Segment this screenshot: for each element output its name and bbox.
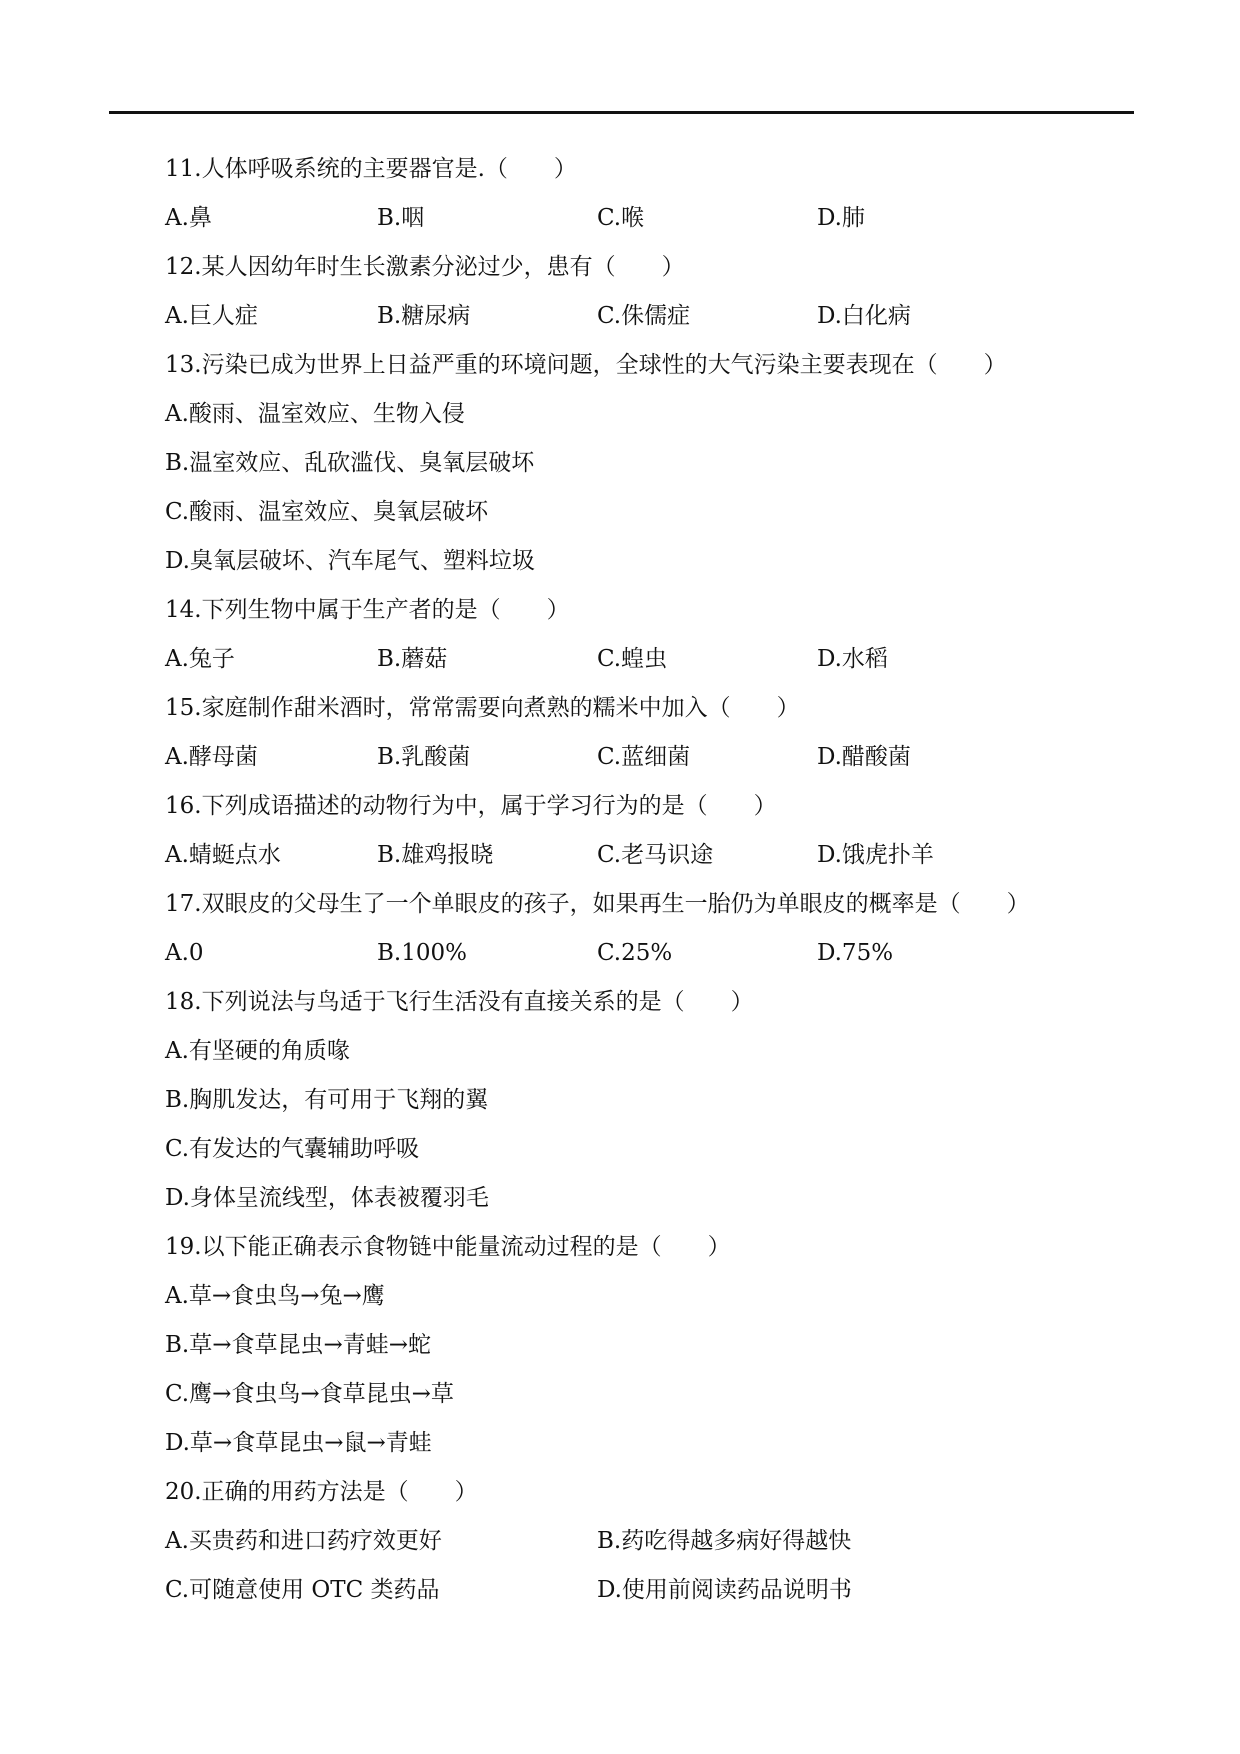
question-stem: 15.家庭制作甜米酒时，常常需要向煮熟的糯米中加入（ ） xyxy=(165,695,800,721)
option-b: B.胸肌发达，有可用于飞翔的翼 xyxy=(165,1087,489,1113)
question-stem: 20.正确的用药方法是（ ） xyxy=(165,1479,478,1505)
option-row xyxy=(165,292,1125,341)
option-a: A.酵母菌 xyxy=(165,744,258,770)
question-stem: 14.下列生物中属于生产者的是（ ） xyxy=(165,597,570,623)
option-row xyxy=(165,1517,1125,1566)
option-d: D.使用前阅读药品说明书 xyxy=(597,1577,852,1603)
question-stem: 16.下列成语描述的动物行为中，属于学习行为的是（ ） xyxy=(165,793,777,819)
option-a: A.0 xyxy=(165,940,204,966)
header-rule xyxy=(109,111,1134,114)
option-b: B.草→食草昆虫→青蛙→蛇 xyxy=(165,1332,432,1358)
option-d: D.臭氧层破坏、汽车尾气、塑料垃圾 xyxy=(165,548,535,574)
option-row xyxy=(165,929,1125,978)
option-c: C.蓝细菌 xyxy=(597,744,691,770)
question-stem: 13.污染已成为世界上日益严重的环境问题，全球性的大气污染主要表现在（ ） xyxy=(165,352,1007,378)
question-stem: 11.人体呼吸系统的主要器官是.（ ） xyxy=(165,156,577,182)
option-a: A.鼻 xyxy=(165,205,212,231)
option-b: B.温室效应、乱砍滥伐、臭氧层破坏 xyxy=(165,450,535,476)
option-row xyxy=(165,1566,1125,1615)
option-b: B.咽 xyxy=(377,205,425,231)
question-stem: 19.以下能正确表示食物链中能量流动过程的是（ ） xyxy=(165,1234,731,1260)
option-row xyxy=(165,194,1125,243)
option-c: C.鹰→食虫鸟→食草昆虫→草 xyxy=(165,1381,454,1407)
option-c: C.侏儒症 xyxy=(597,303,691,329)
option-c: C.老马识途 xyxy=(597,842,714,868)
option-b: B.药吃得越多病好得越快 xyxy=(597,1528,852,1554)
option-a: A.买贵药和进口药疗效更好 xyxy=(165,1528,442,1554)
option-d: D.75% xyxy=(817,940,894,966)
option-d: D.白化病 xyxy=(817,303,911,329)
option-a: A.有坚硬的角质喙 xyxy=(165,1038,350,1064)
option-c: C.蝗虫 xyxy=(597,646,668,672)
option-c: C.酸雨、温室效应、臭氧层破坏 xyxy=(165,499,489,525)
option-b: B.乳酸菌 xyxy=(377,744,471,770)
option-b: B.雄鸡报晓 xyxy=(377,842,494,868)
option-a: A.蜻蜓点水 xyxy=(165,842,281,868)
option-d: D.草→食草昆虫→鼠→青蛙 xyxy=(165,1430,432,1456)
question-stem: 17.双眼皮的父母生了一个单眼皮的孩子，如果再生一胎仍为单眼皮的概率是（ ） xyxy=(165,891,1030,917)
option-d: D.醋酸菌 xyxy=(817,744,911,770)
option-d: D.肺 xyxy=(817,205,865,231)
option-c: C.有发达的气囊辅助呼吸 xyxy=(165,1136,420,1162)
option-c: C.喉 xyxy=(597,205,645,231)
option-d: D.身体呈流线型，体表被覆羽毛 xyxy=(165,1185,489,1211)
option-a: A.酸雨、温室效应、生物入侵 xyxy=(165,401,465,427)
question-stem: 12.某人因幼年时生长激素分泌过少，患有（ ） xyxy=(165,254,685,280)
option-b: B.100% xyxy=(377,940,467,966)
option-a: A.兔子 xyxy=(165,646,235,672)
option-a: A.草→食虫鸟→兔→鹰 xyxy=(165,1283,385,1309)
option-b: B.蘑菇 xyxy=(377,646,448,672)
option-d: D.饿虎扑羊 xyxy=(817,842,934,868)
question-list xyxy=(165,145,1125,1615)
option-c: C.25% xyxy=(597,940,673,966)
option-row xyxy=(165,733,1125,782)
option-b: B.糖尿病 xyxy=(377,303,471,329)
option-c: C.可随意使用 OTC 类药品 xyxy=(165,1577,440,1603)
question-stem: 18.下列说法与鸟适于飞行生活没有直接关系的是（ ） xyxy=(165,989,754,1015)
option-d: D.水稻 xyxy=(817,646,888,672)
option-row xyxy=(165,831,1125,880)
option-a: A.巨人症 xyxy=(165,303,258,329)
option-row xyxy=(165,635,1125,684)
